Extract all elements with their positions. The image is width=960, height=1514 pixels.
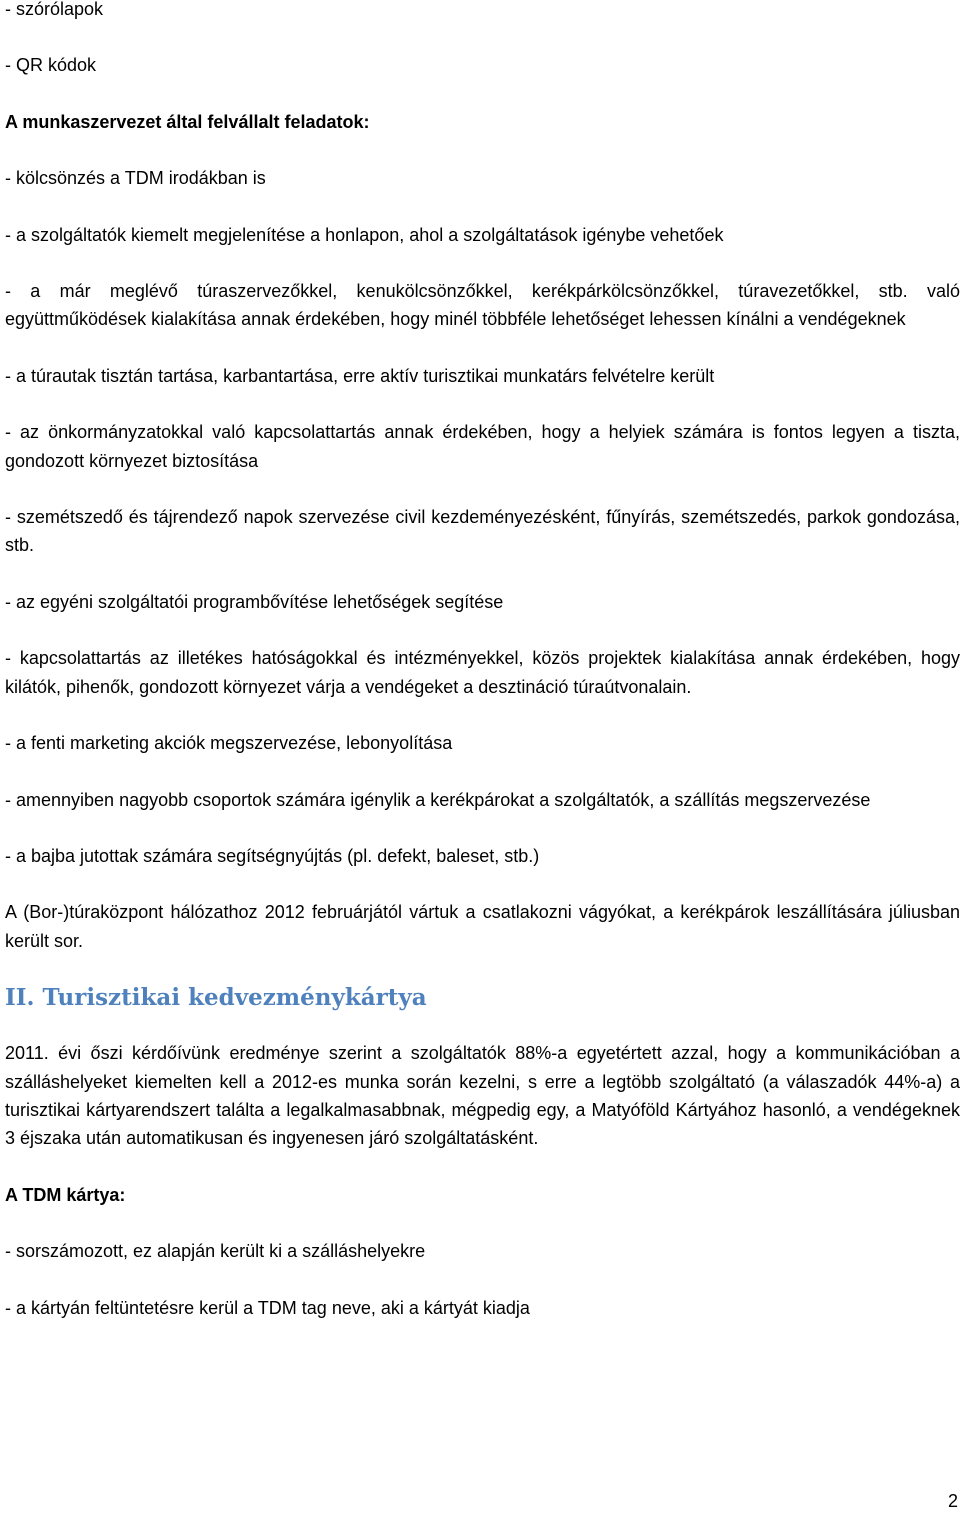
tasks-heading: A munkaszervezet által felvállalt feladatok: [5, 111, 370, 132]
task-item: - a fenti marketing akciók megszervezése, lebonyolítása [5, 733, 453, 754]
task-item: - kölcsönzés a TDM irodákban is [5, 168, 266, 189]
task-item: - szemétszedő és tájrendező napok szervezése civil kezdeményezésként, fűnyírás, szemétszedés, parkok gondozása, stb. [5, 507, 960, 556]
section-heading: II. Turisztikai kedvezménykártya [5, 984, 427, 1012]
task-item: - a szolgáltatók kiemelt megjelenítése a honlapon, ahol a szolgáltatások igénybe vehetőek [5, 224, 724, 245]
network-paragraph: A (Bor-)túraközpont hálózathoz 2012 februárjától vártuk a csatlakozni vágyókat, a kerékpárok leszállítására júliusban került sor. [5, 902, 960, 951]
task-item: - az önkormányzatokkal való kapcsolattartás annak érdekében, hogy a helyiek számára is fontos legyen a tiszta, gondozott környezet biztosítása [5, 422, 960, 471]
task-item: - a bajba jutottak számára segítségnyújtás (pl. defekt, baleset, stb.) [5, 845, 540, 866]
task-item: - kapcsolattartás az illetékes hatóságokkal és intézményekkel, közös projektek kialakítása annak érdekében, hogy kilátók, pihenők, gondozott környezet várja a vendégeket a desztináció túraútvonalain. [5, 648, 960, 697]
list-item: - QR kódok [5, 55, 97, 76]
card-item: - a kártyán feltüntetésre kerül a TDM tag neve, aki a kártyát kiadja [5, 1297, 530, 1318]
section-paragraph: 2011. évi őszi kérdőívünk eredménye szerint a szolgáltatók 88%-a egyetértett azzal, hogy a kommunikációban a szálláshelyeket kiemelten kell a 2012-es munka során kezelni, s erre a legtöbb szolgáltató (a válaszadók 44%-a) a turisztikai kártyarendszert találta a legalkalmasabbnak, mégpedig egy, a Matyóföld Kártyához hasonló, a vendégeknek 3 éjszaka után automatikusan és ingyenesen járó szolgáltatásként. [5, 1043, 960, 1149]
task-item: - az egyéni szolgáltatói programbővítése lehetőségek segítése [5, 591, 504, 612]
document-page [5, 0, 960, 1350]
page-number: 2 [947, 1491, 958, 1511]
task-item: - amennyiben nagyobb csoportok számára igénylik a kerékpárokat a szolgáltatók, a szállítás megszervezése [5, 789, 871, 810]
card-item: - sorszámozott, ez alapján került ki a szálláshelyekre [5, 1241, 426, 1262]
card-heading: A TDM kártya: [5, 1184, 126, 1205]
list-item: - szórólapok [5, 0, 104, 19]
task-item: - a már meglévő túraszervezőkkel, kenukölcsönzőkkel, kerékpárkölcsönzőkkel, túravezetőkkel, stb. való együttműködések kialakítása annak érdekében, hogy minél többféle lehetőséget lehessen kínálni a vendégeknek [5, 281, 960, 330]
task-item: - a túrautak tisztán tartása, karbantartása, erre aktív turisztikai munkatárs felvételre került [5, 365, 715, 386]
